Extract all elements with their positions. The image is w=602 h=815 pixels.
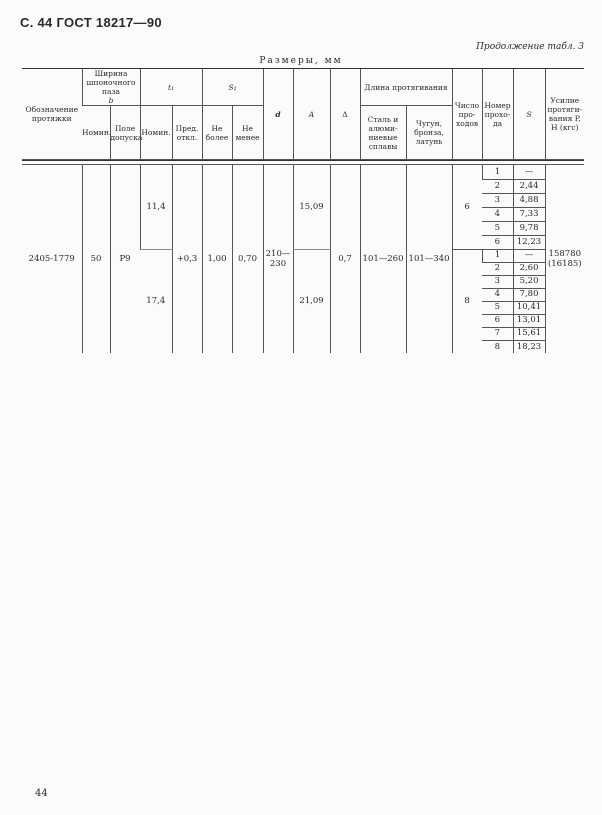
col-length-iron: Чугун, бронза, латунь: [406, 106, 452, 160]
pass-s: 12,23: [513, 235, 545, 249]
col-s1-min: Не менее: [232, 106, 263, 160]
pass-s: —: [513, 249, 545, 262]
col-t1-deviation: Пред. откл.: [172, 106, 202, 160]
pass-s: 7,33: [513, 207, 545, 221]
length-steel-cell: 101—260: [360, 165, 406, 353]
col-delta: Δ: [330, 69, 360, 160]
force-cell: [545, 165, 584, 353]
t1-nominal-cell: 11,4: [140, 165, 172, 249]
designation-cell: 2405-1779: [28, 253, 75, 264]
t1-deviation-cell: +0,3: [172, 165, 202, 353]
pass-number: 1: [482, 249, 513, 262]
col-length: Длина протягивания: [360, 69, 452, 106]
col-tolerance-field: Поле допуска: [110, 106, 140, 160]
pass-number: 3: [482, 275, 513, 288]
col-t1: t₁: [140, 69, 202, 106]
pass-s: 5,20: [513, 275, 545, 288]
tolerance-field-cell: P9: [110, 165, 140, 353]
pass-s: 15,61: [513, 327, 545, 340]
col-a: A: [293, 69, 330, 160]
pass-s: —: [513, 165, 545, 179]
col-t1-nominal: Номин.: [140, 106, 172, 160]
col-s1-max: Не более: [202, 106, 232, 160]
col-designation: Обозначение протяжки: [22, 69, 82, 160]
page-number: 44: [35, 788, 48, 799]
col-keyway-width: [82, 69, 140, 106]
col-s: S: [513, 69, 545, 160]
col-length-steel: Сталь и алюми-ниевые сплавы: [360, 106, 406, 160]
length-iron-cell: 101—340: [406, 165, 452, 353]
pass-number: 3: [482, 193, 513, 207]
pass-s: 13,01: [513, 314, 545, 327]
d-cell: 210—230: [263, 165, 293, 353]
s1-min-cell: 0,70: [232, 165, 263, 353]
keyway-width-label: Ширина шпоночного паза: [86, 69, 136, 96]
pass-number: 1: [482, 165, 513, 179]
col-b-nominal: Номин.: [82, 106, 110, 160]
pass-s: 18,23: [513, 340, 545, 353]
pass-s: 2,60: [513, 262, 545, 275]
s1-max-cell: 1,00: [202, 165, 232, 353]
force-newtons: 158780: [548, 248, 581, 259]
force-kgs: (16185): [547, 259, 582, 269]
t1-nominal-cell: 17,4: [146, 296, 166, 307]
pass-number: 6: [482, 235, 513, 249]
pass-s: 9,78: [513, 221, 545, 235]
pass-s: 2,44: [513, 179, 545, 193]
sizes-caption: Размеры, мм: [259, 56, 343, 66]
b-nominal-cell: 50: [82, 165, 110, 353]
broach-dimensions-table: [22, 68, 584, 353]
pass-number: 5: [482, 301, 513, 314]
pass-number: 6: [482, 314, 513, 327]
a-cell: 15,09: [293, 165, 330, 249]
a-cell: 21,09: [293, 249, 330, 353]
pass-number: 5: [482, 221, 513, 235]
pass-number: 8: [494, 341, 500, 352]
pass-s: 7,80: [513, 288, 545, 301]
pass-s: 4,88: [513, 193, 545, 207]
delta-cell: 0,7: [330, 165, 360, 353]
col-s1: S₁: [202, 69, 263, 106]
page-header: С. 44 ГОСТ 18217—90: [20, 15, 162, 30]
pass-number: 4: [482, 288, 513, 301]
pass-s: 10,41: [513, 301, 545, 314]
pass-number: 4: [482, 207, 513, 221]
col-passes-count: Число про-ходов: [452, 69, 482, 160]
col-d: d: [263, 69, 293, 160]
pass-number: 7: [482, 327, 513, 340]
pass-number: 2: [482, 179, 513, 193]
pass-number: 2: [482, 262, 513, 275]
col-force: Усилие протяги-вания P, Н (кгс): [545, 69, 584, 160]
keyway-b-symbol: b: [108, 96, 114, 105]
col-pass-number: Номер прохо-да: [482, 69, 513, 160]
passes-count-cell: 6: [452, 165, 482, 249]
table-continuation-note: Продолжение табл. 3: [476, 42, 584, 52]
passes-count-cell: 8: [452, 249, 482, 353]
